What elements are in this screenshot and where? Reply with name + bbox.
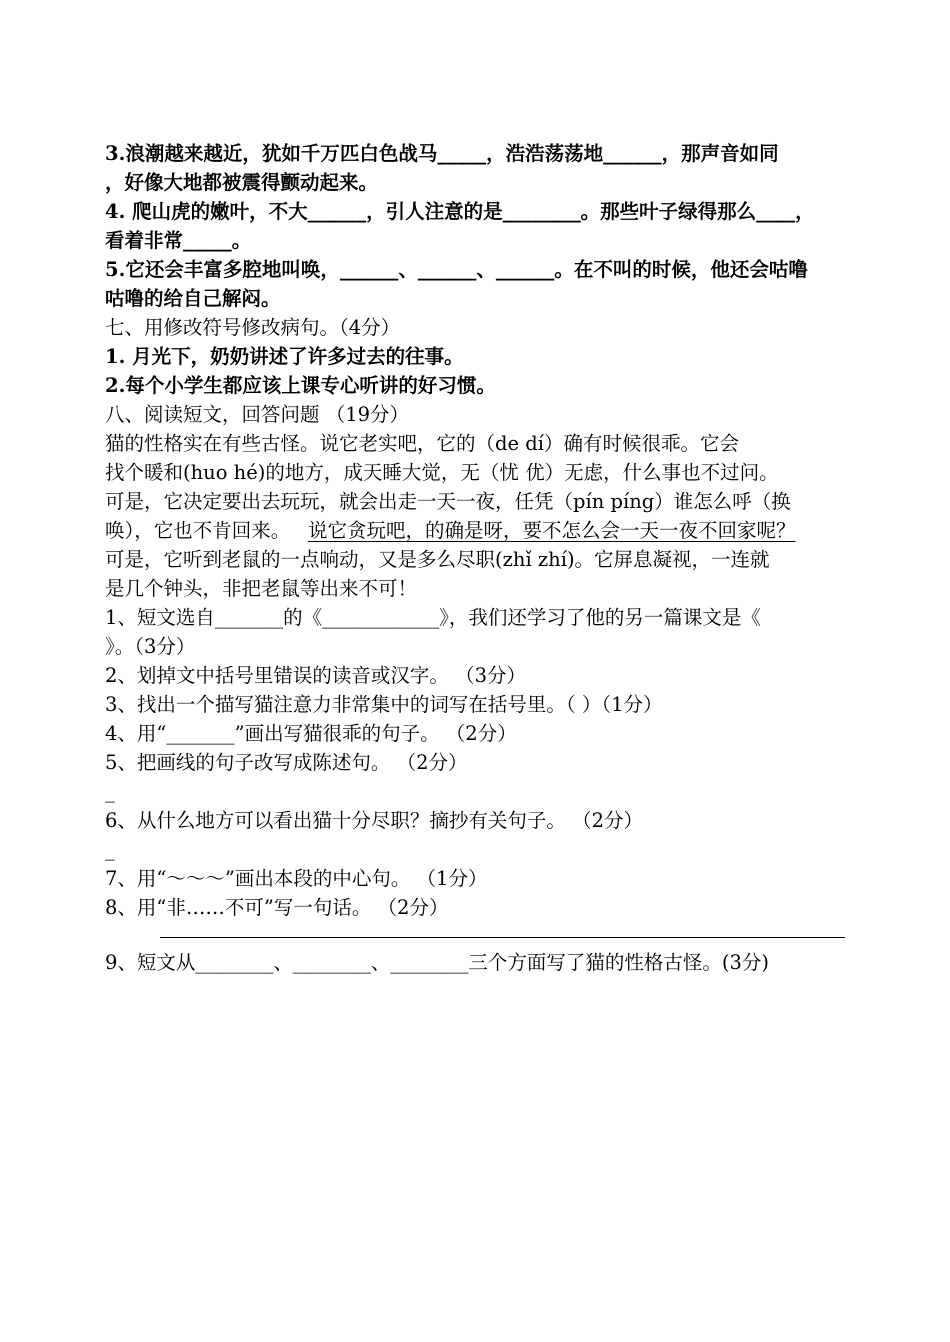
text-line-l21: 4、用“_______”画出写猫很乖的句子。 （2分） — [105, 722, 517, 745]
text-line-l13: 可是，它决定要出去玩玩，就会出走一天一夜，任凭（pín píng）谁怎么呼（换 — [105, 490, 791, 513]
text-line-l18: 》。（3分） — [105, 635, 196, 658]
text-line-l28: 9、短文从________、________、________三个方面写了猫的性格古怪。(3分) — [105, 951, 770, 974]
text-line-l16: 是几个钟头，非把老鼠等出来不可！ — [105, 577, 418, 600]
text-line-l20: 3、找出一个描写猫注意力非常集中的词写在括号里。（ ）（1分） — [105, 693, 663, 716]
text-line-l08: 1. 月光下，奶奶讲述了许多过去的往事。 — [105, 345, 464, 368]
text-line-l05: 5.它还会丰富多腔地叫唤，______、______、______。在不叫的时候，他还会咕噜 — [105, 258, 808, 281]
text-line-l03: 4. 爬山虎的嫩叶，不大______，引人注意的是________。那些叶子绿得那么____， — [105, 200, 815, 223]
text-line-l22: 5、把画线的句子改写成陈述句。 （2分） — [105, 751, 468, 774]
text-line-l15: 可是，它听到老鼠的一点响动，又是多么尽职(zhǐ zhí)。它屏息凝视，一连就 — [105, 548, 770, 571]
text-line-l12: 找个暖和(huo hé)的地方，成天睡大觉，无（忧 优）无虑，什么事也不过问。 — [105, 461, 779, 484]
text-line-l01: 3.浪潮越来越近，犹如千万匹白色战马_____，浩浩荡荡地______，那声音如同 — [105, 142, 779, 165]
text-line-l07: 七、用修改符号修改病句。（4分） — [105, 316, 401, 339]
text-line-l19: 2、划掉文中括号里错误的读音或汉字。 （3分） — [105, 664, 527, 687]
text-line-l10: 八、阅读短文，回答问题 （19分） — [105, 403, 410, 426]
answer-line — [160, 937, 845, 938]
text-line-l24: 6、从什么地方可以看出猫十分尽职？摘抄有关句子。 （2分） — [105, 809, 644, 832]
text-line-l17: 1、短文选自_______的《____________》，我们还学习了他的另一篇课文是《 — [105, 606, 761, 629]
text-line-l26: 7、用“～～～”画出本段的中心句。 （1分） — [105, 867, 488, 890]
underlined-sentence: 说它贪玩吧，的确是呀，要不怎么会一天一夜不回家呢？ — [308, 519, 796, 542]
text-line-l04: 看着非常_____。 — [105, 229, 252, 252]
text-line-l27: 8、用“非……不可”写一句话。 （2分） — [105, 896, 449, 919]
text-line-l09: 2.每个小学生都应该上课专心听讲的好习惯。 — [105, 374, 496, 397]
text-line-l25: _ — [105, 838, 115, 861]
text-line-l02: ，好像大地都被震得颤动起来。 — [105, 171, 379, 194]
text-line-l11: 猫的性格实在有些古怪。说它老实吧，它的（de dí）确有时候很乖。它会 — [105, 432, 739, 455]
text-line-l23: _ — [105, 780, 115, 803]
text-line-l06: 咕噜的给自己解闷。 — [105, 287, 281, 310]
text-line-l14a: 唤），它也不肯回来。 — [105, 519, 291, 542]
